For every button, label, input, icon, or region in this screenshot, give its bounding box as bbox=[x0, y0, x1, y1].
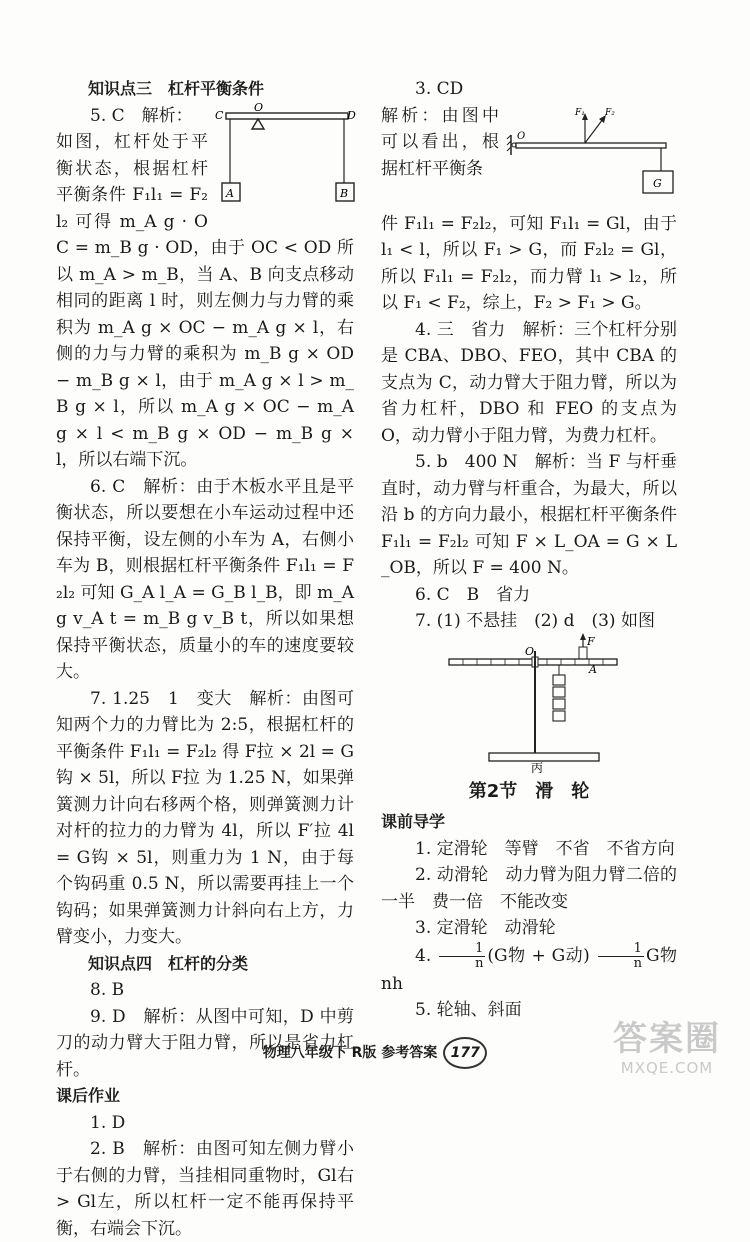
lever-ab-figure bbox=[214, 100, 356, 215]
fraction-2: $\frac{1}{n}$ bbox=[598, 942, 644, 971]
label-f: F bbox=[587, 634, 595, 648]
label-o: O bbox=[254, 100, 264, 114]
right-column bbox=[381, 76, 694, 1024]
label-o: O bbox=[525, 644, 535, 658]
pre-4-expr1: (G物 + G动) bbox=[487, 945, 590, 966]
label-o: O bbox=[517, 130, 526, 142]
answer-r4: 4. 三 省力 解析：三个杠杆分别是 CBA、DBO、FEO，其中 CBA 的支点为 C，动力臂大于阻力臂，所以为省力杠杆，DBO 和 FEO 的支点为 O，动力臂小于阻力臂，为费力杠杆。 bbox=[381, 319, 677, 446]
answer-9: 9. D 解析：从图中可知，D 中剪刀的动力臂大于阻力臂，所以是省力杠杆。 bbox=[56, 1006, 354, 1080]
lever-f1f2-figure bbox=[505, 105, 677, 209]
answer-r6: 6. C B 省力 bbox=[415, 584, 531, 605]
answer-6: 6. C 解析：由于木板水平且是平衡状态，所以要想在小车运动过程中还保持平衡，设左侧的小车为 A，右侧小车为 B，则根据杠杆平衡条件 F₁l₁ = F₂l₂ 可知 G_A l_A = G_B l_B，即 m_A g v_A t = m_B g v_B t，所以如果想保持平衡状态，质量小的车的速度要较大。 bbox=[56, 476, 354, 682]
section-title-pulley: 第2节 滑 轮 bbox=[468, 780, 590, 802]
pre-4-expr2: G物 nh bbox=[381, 945, 694, 994]
section-title-k3: 知识点三 杠杆平衡条件 bbox=[88, 79, 265, 98]
answer-r3-body2: 件 F₁l₁ = F₂l₂，可知 F₁l₁ = Gl，由于 l₁ < l，所以 F₁ > G，而 F₂l₂ = Gl，所以 F₁l₁ = F₂l₂，而力臂 l₁ > l₂，所以 F₁ < F₂，综上，F₂ > F₁ > G。 bbox=[381, 213, 677, 313]
label-a: A bbox=[589, 662, 597, 676]
answer-5-head: 5. C 解析： bbox=[90, 105, 193, 126]
pre-5: 5. 轮轴、斜面 bbox=[415, 1000, 522, 1020]
pre-study-title: 课前导学 bbox=[381, 812, 446, 831]
label-d: D bbox=[347, 108, 356, 122]
homework-2: 2. B 解析：由图可知左侧力臂小于右侧的力臂，当挂相同重物时，Gl右 > Gl左，所以杠杆一定不能再保持平衡，右端会下沉。 bbox=[56, 1139, 354, 1239]
footer-label: 物理八年级下 R版 参考答案 bbox=[262, 1044, 438, 1061]
pre-1: 1. 定滑轮 等臂 不省 不省方向 bbox=[415, 838, 675, 859]
figure-caption: 丙 bbox=[531, 760, 544, 775]
page-number: 177 bbox=[443, 1037, 487, 1069]
section-title-k4: 知识点四 杠杆的分类 bbox=[88, 953, 249, 973]
watermark-url: MXQE.COM bbox=[620, 1059, 714, 1077]
homework-title: 课后作业 bbox=[56, 1086, 121, 1105]
pre-4-prefix: 4. bbox=[415, 945, 432, 966]
homework-1: 1. D bbox=[90, 1112, 126, 1133]
pre-3: 3. 定滑轮 动滑轮 bbox=[415, 918, 556, 938]
label-a: A bbox=[226, 186, 234, 200]
answer-5-body: 如图，杠杆处于平衡状态，根据杠杆平衡条件 F₁l₁ = F₂l₂ 可得 m_A g · OC = m_B g · OD，由于 OC < OD 所以 m_A > m_B，当 A、B 向支点移动相同的距离 l 时，则左侧力与力臂的乘积为 m_A g × OC − m_A g × l，右侧的力与力臂的乘积为 m_B g × OD − m_B g × l，由于 m_A g × l > m_B g × l，所以 m_A g × OC − m_A g × l < m_B g × OD − m_B g × l，所以右端下沉。 bbox=[56, 132, 354, 470]
label-b: B bbox=[340, 186, 349, 200]
pre-2: 2. 动滑轮 动力臂为阻力臂二倍的 一半 费一倍 不能改变 bbox=[381, 865, 694, 912]
watermark-title: 答案圈 bbox=[613, 1019, 721, 1059]
answer-r7: 7. (1) 不悬挂 (2) d (3) 如图 bbox=[415, 611, 655, 631]
pre-4 bbox=[381, 940, 694, 998]
answer-8: 8. B bbox=[90, 980, 125, 1000]
answer-r3-head: 3. CD bbox=[415, 79, 464, 99]
label-f2: F₂ bbox=[605, 107, 615, 118]
label-g: G bbox=[653, 176, 662, 190]
label-c: C bbox=[215, 108, 224, 122]
answer-r3-body1: 解析：由图中可以看出，根据杠杆平衡条 bbox=[381, 105, 499, 179]
watermark bbox=[602, 1019, 732, 1089]
fraction-1: $\frac{1}{n}$ bbox=[439, 942, 485, 971]
label-f1: F₁ bbox=[575, 107, 585, 118]
answer-r5: 5. b 400 N 解析：当 F 与杆垂直时，动力臂与杆重合，为最大，所以沿 b 的方向力最小，根据杠杆平衡条件 F₁l₁ = F₂l₂ 可知 F × L_OA = G × L_OB，所以 F = 400 N。 bbox=[381, 452, 677, 578]
lever-stand-figure bbox=[429, 634, 629, 775]
answer-7: 7. 1.25 1 变大 解析：由图可知两个力的力臂比为 2:5，根据杠杆的平衡条件 F₁l₁ = F₂l₂ 得 F拉 × 2l = G钩 × 5l，所以 F拉 为 1.25 N，如果弹簧测力计向右移两个格，则弹簧测力计对杆的拉力的力臂为 4l，所以 F′拉 4l = G钩 × 5l，则重力为 1 N，由于每个钩码重 0.5 N，所以需要再挂上一个钩码；如果弹簧测力计斜向右上方，力臂变小，力变大。 bbox=[56, 688, 354, 947]
